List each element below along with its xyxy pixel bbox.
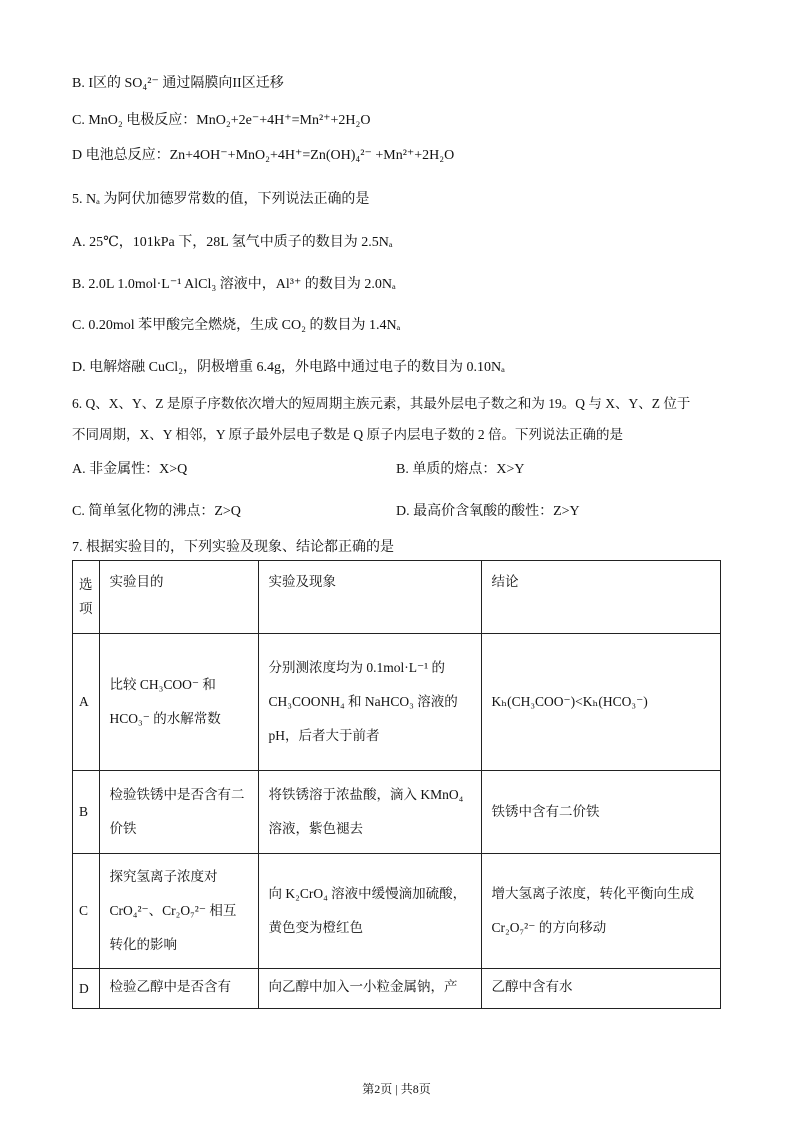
header-conclusion: 结论 [481, 561, 721, 634]
row-experiment: 向 K₂CrO₄ 溶液中缓慢滴加硫酸，黄色变为橙红色 [258, 854, 481, 969]
q6-option-a: A. 非金属性：X>Q [72, 462, 188, 477]
row-option: A [73, 634, 100, 771]
q5-option-d: D. 电解熔融 CuCl₂，阴极增重 6.4g，外电路中通过电子的数目为 0.10Nₐ [72, 360, 505, 375]
q6-stem-line1: 6. Q、X、Y、Z 是原子序数依次增大的短周期主族元素，其最外层电子数之和为 19。Q 与 X、Y、Z 位于 [72, 396, 691, 411]
q7-table [72, 560, 721, 1009]
q6-option-d: D. 最高价含氧酸的酸性：Z>Y [396, 504, 580, 519]
table-row [73, 969, 721, 1009]
row-option: B [73, 771, 100, 854]
header-experiment: 实验及现象 [258, 561, 481, 634]
q6-option-b: B. 单质的熔点：X>Y [396, 462, 525, 477]
q4-option-c: C. MnO₂ 电极反应：MnO₂+2e⁻+4H⁺=Mn²⁺+2H₂O [72, 113, 371, 128]
row-conclusion: 增大氢离子浓度，转化平衡向生成 Cr₂O₇²⁻ 的方向移动 [481, 854, 721, 969]
q5-stem: 5. Nₐ 为阿伏加德罗常数的值，下列说法正确的是 [72, 192, 370, 207]
q5-option-c: C. 0.20mol 苯甲酸完全燃烧，生成 CO₂ 的数目为 1.4Nₐ [72, 318, 401, 333]
row-option: D [73, 969, 100, 1009]
row-experiment: 将铁锈溶于浓盐酸，滴入 KMnO₄ 溶液，紫色褪去 [258, 771, 481, 854]
row-conclusion: 乙醇中含有水 [481, 969, 721, 1009]
q4-option-b: B. I区的 SO₄²⁻ 通过隔膜向II区迁移 [72, 76, 284, 91]
table-row [73, 634, 721, 771]
table-row [73, 771, 721, 854]
row-conclusion: Kₕ(CH₃COO⁻)<Kₕ(HCO₃⁻) [481, 634, 721, 771]
header-option: 选项 [73, 561, 100, 634]
row-purpose: 比较 CH₃COO⁻ 和 HCO₃⁻ 的水解常数 [99, 634, 258, 771]
page-footer: 第2页 | 共8页 [362, 1082, 431, 1096]
row-experiment: 向乙醇中加入一小粒金属钠，产 [258, 969, 481, 1009]
table-header-row [73, 561, 721, 634]
row-conclusion: 铁锈中含有二价铁 [481, 771, 721, 854]
row-purpose: 检验铁锈中是否含有二价铁 [99, 771, 258, 854]
row-option: C [73, 854, 100, 969]
q6-option-c: C. 简单氢化物的沸点：Z>Q [72, 504, 241, 519]
q5-option-a: A. 25℃，101kPa 下，28L 氢气中质子的数目为 2.5Nₐ [72, 235, 393, 250]
row-experiment: 分别测浓度均为 0.1mol·L⁻¹ 的 CH₃COONH₄ 和 NaHCO₃ 溶液的 pH，后者大于前者 [258, 634, 481, 771]
row-purpose: 探究氢离子浓度对 CrO₄²⁻、Cr₂O₇²⁻ 相互转化的影响 [99, 854, 258, 969]
q5-option-b: B. 2.0L 1.0mol·L⁻¹ AlCl₃ 溶液中，Al³⁺ 的数目为 2.0Nₐ [72, 277, 396, 292]
table-row [73, 854, 721, 969]
q4-option-d: D 电池总反应：Zn+4OH⁻+MnO₂+4H⁺=Zn(OH)₄²⁻ +Mn²⁺+2H₂O [72, 148, 455, 163]
row-purpose: 检验乙醇中是否含有 [99, 969, 258, 1009]
q7-stem: 7. 根据实验目的，下列实验及现象、结论都正确的是 [72, 540, 394, 555]
header-purpose: 实验目的 [99, 561, 258, 634]
q6-stem-line2: 不同周期，X、Y 相邻，Y 原子最外层电子数是 Q 原子内层电子数的 2 倍。下列说法正确的是 [72, 427, 623, 442]
